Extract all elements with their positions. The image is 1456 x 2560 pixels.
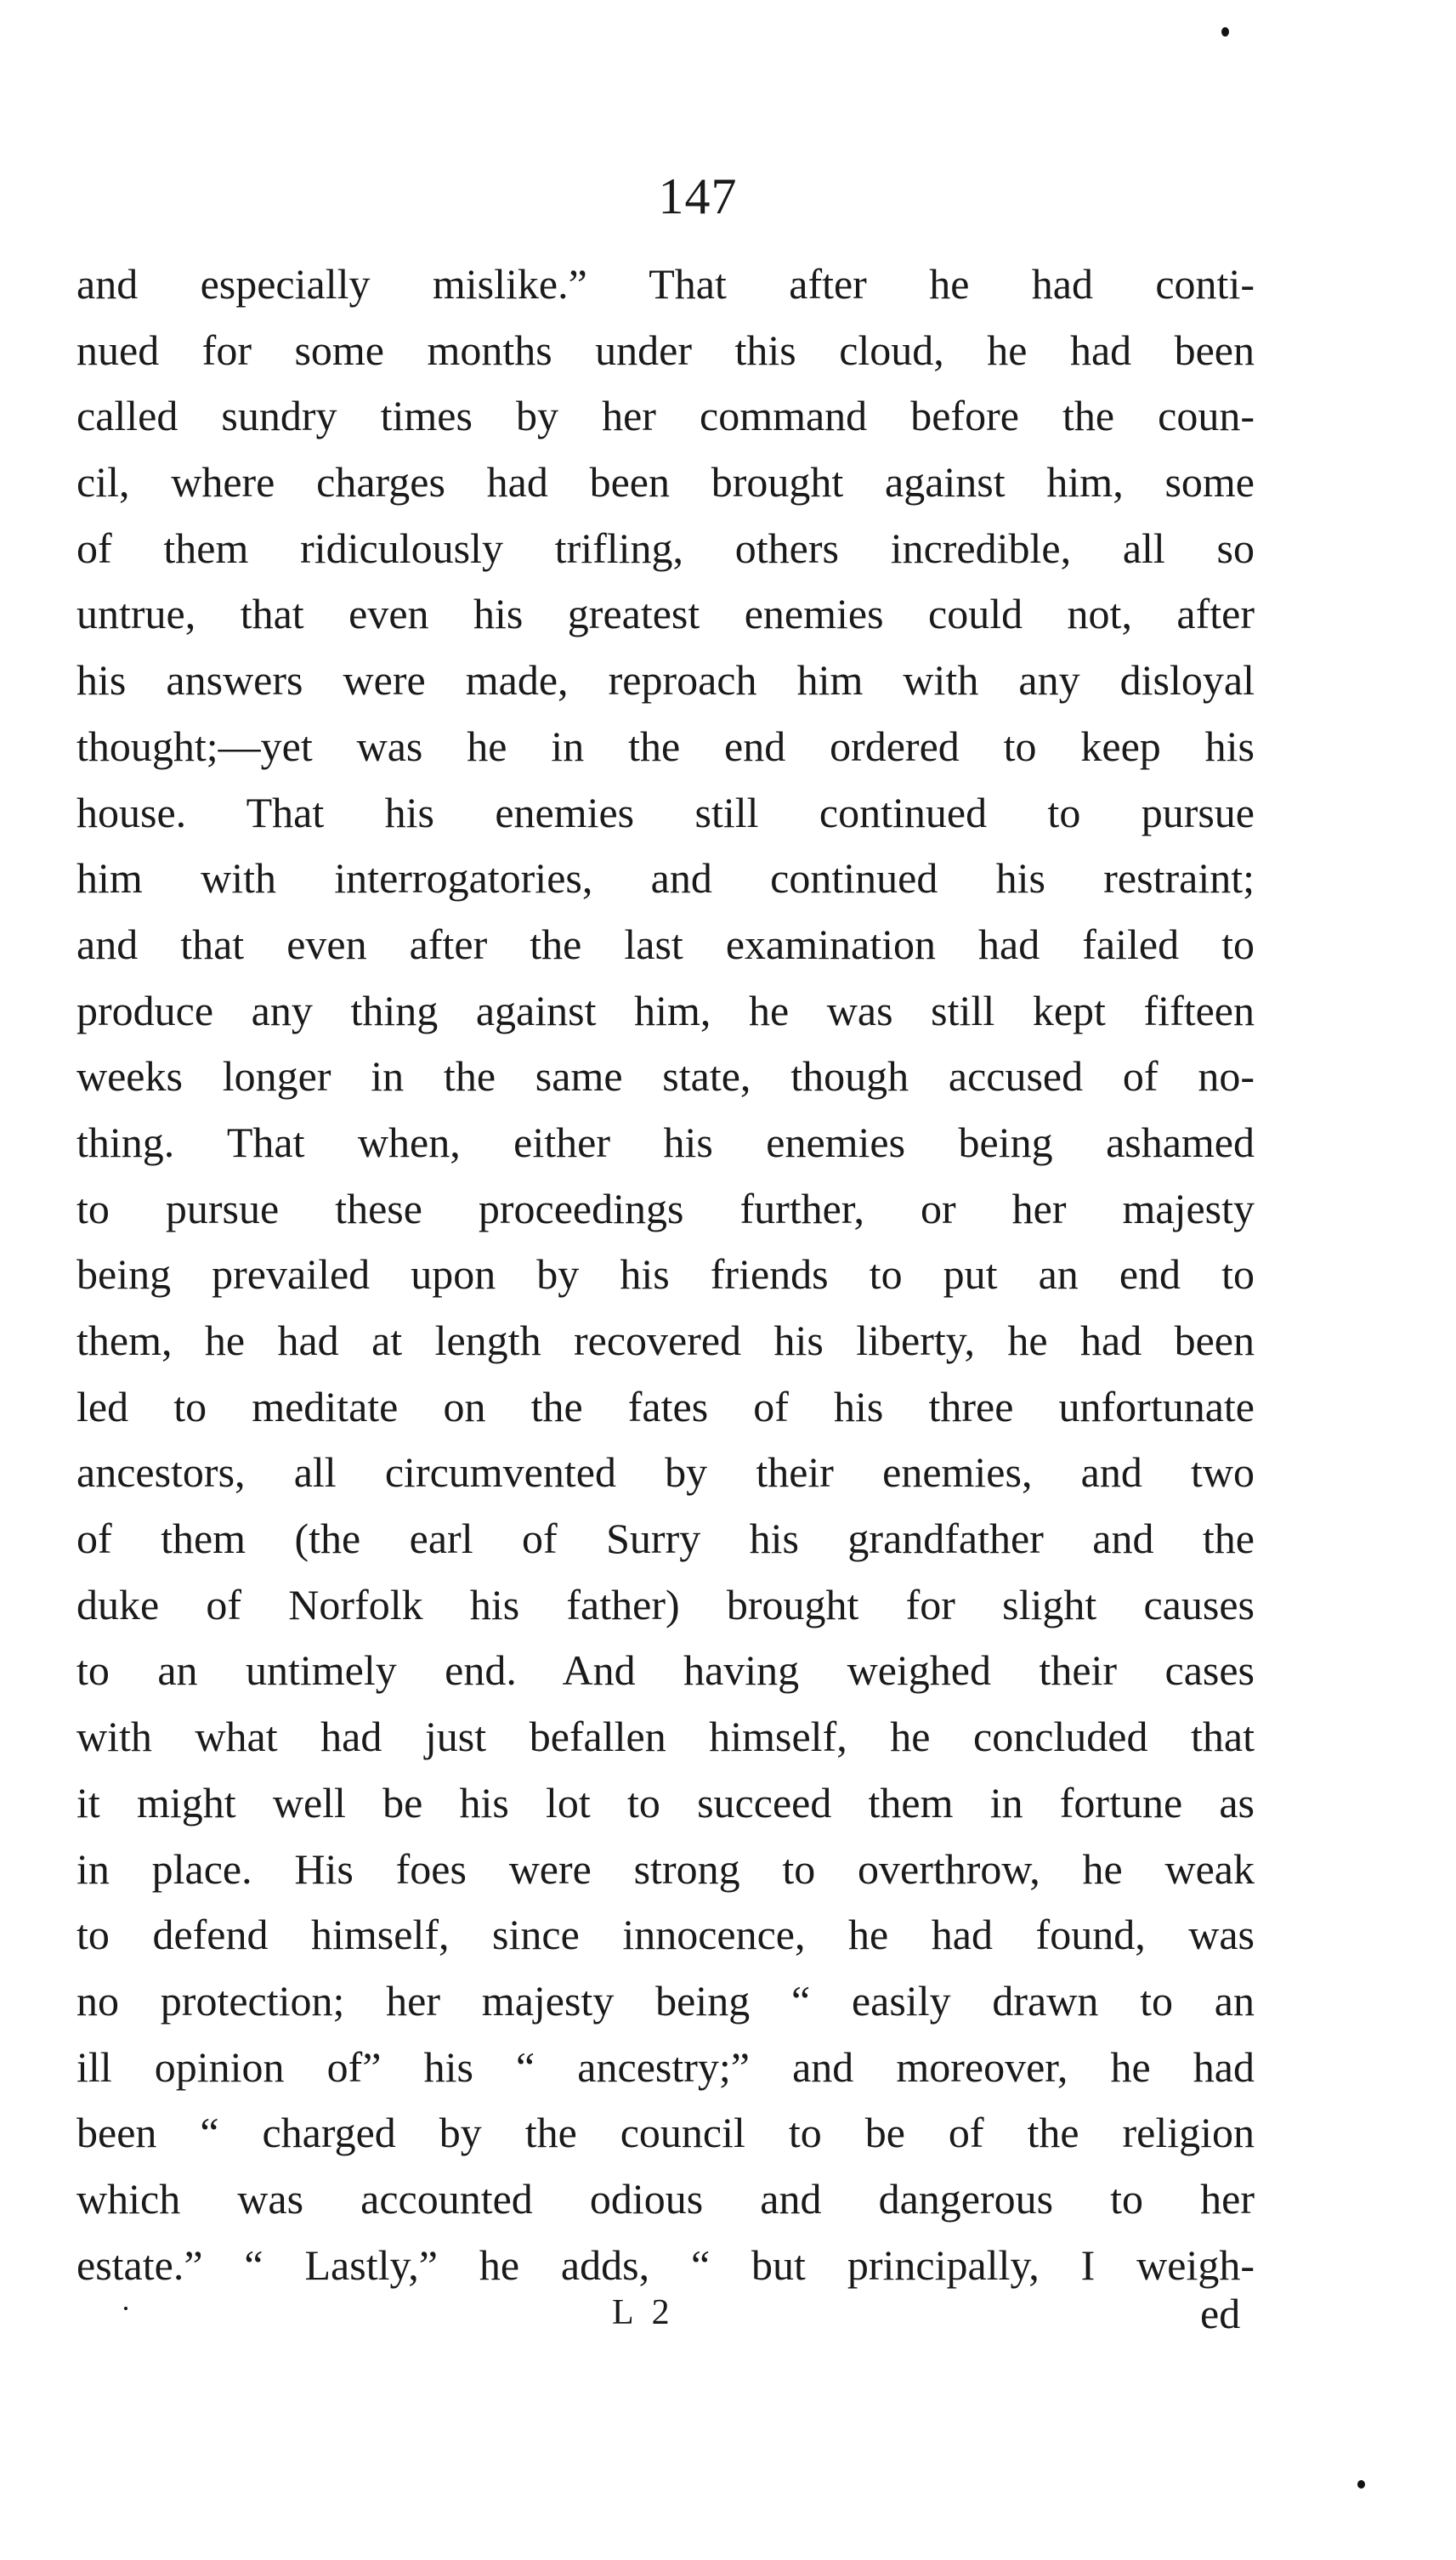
text-line: which was accounted odious and dangerous to her <box>76 2174 1255 2223</box>
signature-mark: L 2 <box>612 2293 675 2332</box>
text-line: weeks longer in the same state, though accused of no- <box>76 1052 1255 1101</box>
text-line: estate.” “ Lastly,” he adds, “ but principally, I weigh- <box>76 2240 1255 2289</box>
text-line: untrue, that even his greatest enemies could not, after <box>76 590 1255 638</box>
text-line: and that even after the last examination had failed to <box>76 920 1255 968</box>
text-line: thing. That when, either his enemies being ashamed <box>76 1118 1255 1166</box>
text-line: ill opinion of” his “ ancestry;” and moreover, he had <box>76 2042 1255 2091</box>
text-line: being prevailed upon by his friends to put an end to <box>76 1250 1255 1299</box>
catchword: ed <box>1200 2290 1241 2337</box>
text-line: to pursue these proceedings further, or her majesty <box>76 1184 1255 1232</box>
text-line: led to meditate on the fates of his three unfortunate <box>76 1382 1255 1430</box>
body-text <box>76 252 1255 2298</box>
text-line: it might well be his lot to succeed them in fortune as <box>76 1778 1255 1827</box>
text-line: called sundry times by her command before the coun- <box>76 392 1255 440</box>
text-line: to defend himself, since innocence, he had found, was <box>76 1911 1255 1959</box>
text-line: thought;—yet was he in the end ordered to keep his <box>76 722 1255 770</box>
text-line: ancestors, all circumvented by their enemies, and two <box>76 1448 1255 1497</box>
text-line: been “ charged by the council to be of the religion <box>76 2109 1255 2157</box>
page-number: 147 <box>658 168 738 224</box>
text-line: of them (the earl of Surry his grandfather and the <box>76 1515 1255 1563</box>
text-line: in place. His foes were strong to overthrow, he weak <box>76 1844 1255 1893</box>
text-line: them, he had at length recovered his liberty, he had been <box>76 1317 1255 1364</box>
text-line: produce any thing against him, he was still kept fifteen <box>76 986 1255 1034</box>
text-line: of them ridiculously trifling, others incredible, all so <box>76 524 1255 572</box>
text-line: house. That his enemies still continued to pursue <box>76 788 1255 836</box>
text-line: with what had just befallen himself, he concluded that <box>76 1713 1255 1761</box>
text-line: and especially mislike.” That after he had conti- <box>76 260 1255 308</box>
text-line: to an untimely end. And having weighed their cases <box>76 1646 1255 1695</box>
ink-speck <box>1357 2480 1365 2489</box>
text-line: nued for some months under this cloud, he had been <box>76 326 1255 374</box>
text-line: him with interrogatories, and continued his restraint; <box>76 854 1255 903</box>
text-line: no protection; her majesty being “ easily drawn to an <box>76 1976 1255 2025</box>
text-line: duke of Norfolk his father) brought for slight causes <box>76 1580 1255 1628</box>
text-line: cil, where charges had been brought against him, some <box>76 458 1255 507</box>
text-line: his answers were made, reproach him with any disloyal <box>76 656 1255 705</box>
ink-speck <box>124 2307 127 2310</box>
ink-speck <box>1221 27 1229 37</box>
